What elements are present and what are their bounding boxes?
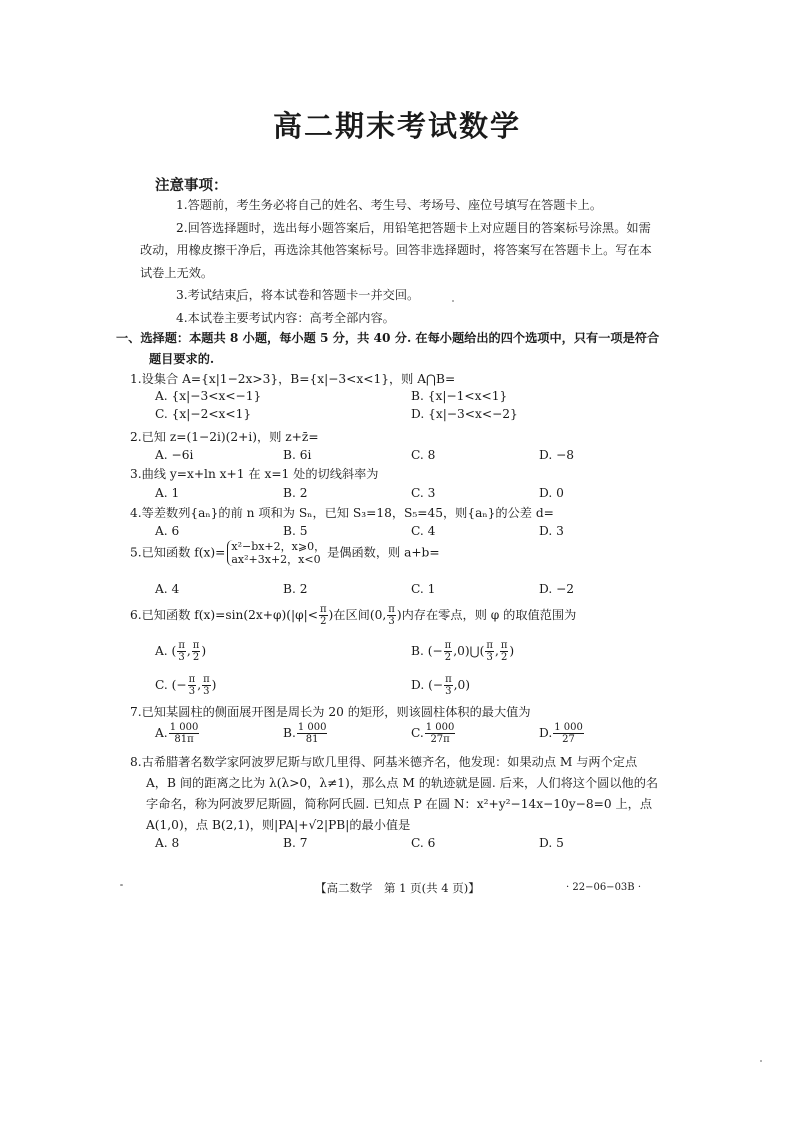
frac-den: 2: [320, 616, 327, 627]
frac-den: 3: [388, 616, 395, 627]
option-a: A. 8: [155, 836, 180, 850]
question-2-stem: 2.已知 z=(1−2i)(2+i)，则 z+z̄=: [130, 430, 319, 444]
question-5-options: [155, 582, 675, 600]
notice-item: 2.回答选择题时，选出每小题答案后，用铅笔把答题卡上对应题目的答案标号涂黑。如需改动，用橡皮擦干净后，再选涂其他答案标号。回答非选择题时，将答案写在答题卡上。写在本试卷上无效。: [140, 220, 652, 280]
comma: ,: [494, 644, 499, 658]
option-d: D. 3: [539, 524, 564, 538]
option-label: D. (−: [411, 678, 444, 692]
option-c: C. 6: [411, 836, 436, 850]
fraction-pi-over-3: [387, 604, 396, 627]
fraction-pi-over-3: [188, 674, 197, 697]
option-c: C. {x|−2<x<1}: [155, 407, 252, 421]
section-heading-line: 题目要求的.: [149, 352, 215, 366]
question-7-stem: 7.已知某圆柱的侧面展开图是周长为 20 的矩形，则该圆柱体积的最大值为: [130, 705, 531, 719]
frac-den: 3: [178, 652, 185, 663]
close-paren: ): [201, 644, 207, 658]
fraction-pi-over-3: [485, 640, 494, 663]
frac-num: π: [192, 640, 200, 651]
notice-list: [140, 194, 660, 329]
notice-item: 4.本试卷主要考试内容：高考全部内容。: [176, 310, 395, 325]
option-b: [283, 722, 328, 745]
page-title: 高二期末考试数学: [272, 109, 521, 143]
frac-den: 27π: [430, 734, 450, 745]
question-1-options: [155, 407, 675, 425]
q5-prefix: 5.已知函数 f(x)=: [130, 545, 226, 560]
option-c: C. 4: [411, 524, 436, 538]
union-text: ,0)⋃(: [453, 644, 485, 658]
frac-den: 2: [444, 652, 452, 663]
section-heading-line: 一、选择题：本题共 8 小题，每小题 5 分，共 40 分. 在每小题给出的四个选项中，只有一项是符合: [116, 331, 660, 345]
page-footer: 【高二数学 第 1 页(共 4 页)】: [315, 881, 480, 895]
question-6-stem: [130, 604, 670, 627]
option-label: B. (−: [411, 644, 443, 658]
frac-num: π: [500, 640, 508, 651]
frac-num: 1 000: [554, 722, 583, 733]
option-b: B. 5: [283, 524, 308, 538]
frac-num: 1 000: [297, 722, 327, 733]
option-d: D. 5: [539, 836, 564, 850]
question-2-options: [155, 448, 675, 466]
question-6-options: [155, 674, 675, 698]
frac-num: π: [444, 640, 452, 651]
fraction: [169, 722, 200, 745]
frac-den: 3: [486, 652, 493, 663]
option-a: A. 4: [155, 582, 180, 596]
scan-speck: [120, 884, 123, 886]
question-3-options: [155, 486, 675, 504]
option-d: [539, 722, 585, 745]
fraction: [553, 722, 584, 745]
option-a: A. {x|−3<x<−1}: [155, 389, 262, 403]
option-d: D. 0: [539, 486, 564, 500]
frac-den: 27: [562, 734, 575, 745]
frac-num: π: [388, 604, 395, 615]
scan-speck: [760, 1060, 762, 1062]
option-d: D. {x|−3<x<−2}: [411, 407, 518, 421]
option-a: A. 6: [155, 524, 180, 538]
q8-line: 字命名，称为阿波罗尼斯圆，简称阿氏圆. 已知点 P 在圆 N：x²+y²−14x−10y−8=0 上，点: [146, 797, 653, 811]
fraction-pi-over-3: [444, 674, 453, 697]
q5-suffix: 是偶函数，则 a+b=: [327, 545, 440, 560]
option-a: A. −6i: [155, 448, 194, 462]
fraction-pi-over-2: [500, 640, 509, 663]
fraction-pi-over-2: [444, 640, 453, 663]
fraction-pi-over-2: [192, 640, 201, 663]
page-code: · 22−06−03B ·: [566, 882, 641, 893]
q6-text-3: )内存在零点，则 φ 的取值范围为: [396, 608, 577, 622]
question-1-stem: 1.设集合 A={x|1−2x>3}，B={x|−3<x<1}，则 A⋂B=: [130, 372, 456, 386]
option-c: [155, 674, 216, 697]
frac-den: 2: [500, 652, 508, 663]
option-b: B. 2: [283, 486, 308, 500]
q8-line: A，B 间的距离之比为 λ(λ>0，λ≠1)，那么点 M 的轨迹就是圆. 后来，人们将这个圆以他的名: [146, 776, 659, 790]
option-c: C. 1: [411, 582, 436, 596]
option-b: [411, 640, 514, 663]
q6-text-2: )在区间(0,: [328, 608, 387, 622]
frac-num: π: [486, 640, 493, 651]
question-8-stem: [130, 752, 670, 836]
close-paren: ): [211, 678, 217, 692]
section-heading: [116, 328, 676, 370]
q6-text-1: 6.已知函数 f(x)=sin(2x+φ)(|φ|<: [130, 608, 318, 622]
option-b: B. {x|−1<x<1}: [411, 389, 508, 403]
close-paren: ): [509, 644, 515, 658]
frac-den: 3: [188, 686, 196, 697]
fraction: [297, 722, 328, 745]
fraction: [425, 722, 456, 745]
frac-den: 2: [192, 652, 200, 663]
frac-den: 81: [305, 734, 319, 745]
fraction-pi-over-3: [202, 674, 211, 697]
frac-num: 1 000: [425, 722, 455, 733]
fraction-pi-over-3: [177, 640, 186, 663]
option-c: [411, 722, 456, 745]
option-label: C.: [411, 726, 424, 740]
frac-num: π: [203, 674, 210, 685]
option-label: A. (: [155, 644, 177, 658]
frac-den: 3: [445, 686, 452, 697]
frac-num: 1 000: [169, 722, 199, 733]
option-label: B.: [283, 726, 296, 740]
option-d: [411, 674, 470, 697]
frac-den: 81π: [174, 734, 194, 745]
option-b: B. 2: [283, 582, 308, 596]
frac-num: π: [319, 604, 327, 615]
question-3-stem: 3.曲线 y=x+ln x+1 在 x=1 处的切线斜率为: [130, 467, 379, 481]
q8-line: 8.古希腊著名数学家阿波罗尼斯与欧几里得、阿基米德齐名，他发现：如果动点 M 与两个定点: [130, 755, 638, 769]
comma: ,: [186, 644, 191, 658]
option-d: D. −8: [539, 448, 575, 462]
question-5-stem: [130, 540, 670, 574]
question-7-options: [155, 722, 675, 748]
fraction-pi-over-2: [319, 604, 328, 627]
piecewise-brace: [227, 540, 325, 566]
notice-item: 1.答题前，考生务必将自己的姓名、考生号、考场号、座位号填写在答题卡上。: [176, 198, 603, 212]
option-label: C. (−: [155, 678, 187, 692]
question-1-options: [155, 389, 675, 407]
piecewise-case-2: ax²+3x+2，x<0: [231, 553, 321, 566]
frac-den: 3: [203, 686, 210, 697]
frac-num: π: [445, 674, 452, 685]
piecewise-case-1: x²−bx+2，x⩾0，: [231, 540, 326, 553]
question-8-options: [155, 836, 675, 854]
notice-heading: 注意事项：: [155, 178, 228, 194]
option-b: B. 6i: [283, 448, 312, 462]
comma: ,: [197, 678, 202, 692]
notice-item: 3.考试结束后，将本试卷和答题卡一并交回。: [176, 288, 420, 302]
option-label: D.: [539, 726, 553, 740]
option-a: A. 1: [155, 486, 180, 500]
option-a: [155, 640, 206, 663]
option-a: [155, 722, 200, 745]
option-c: C. 3: [411, 486, 436, 500]
frac-num: π: [178, 640, 185, 651]
question-6-options: [155, 640, 675, 664]
q8-line: A(1,0)，点 B(2,1)，则|PA|+√2|PB|的最小值是: [146, 818, 411, 832]
question-4-stem: 4.等差数列{aₙ}的前 n 项和为 Sₙ，已知 S₃=18，S₅=45，则{aₙ}的公差 d=: [130, 506, 554, 520]
option-c: C. 8: [411, 448, 436, 462]
option-d: D. −2: [539, 582, 575, 596]
frac-num: π: [188, 674, 196, 685]
option-label: A.: [155, 726, 168, 740]
option-b: B. 7: [283, 836, 308, 850]
tail-text: ,0): [453, 678, 471, 692]
